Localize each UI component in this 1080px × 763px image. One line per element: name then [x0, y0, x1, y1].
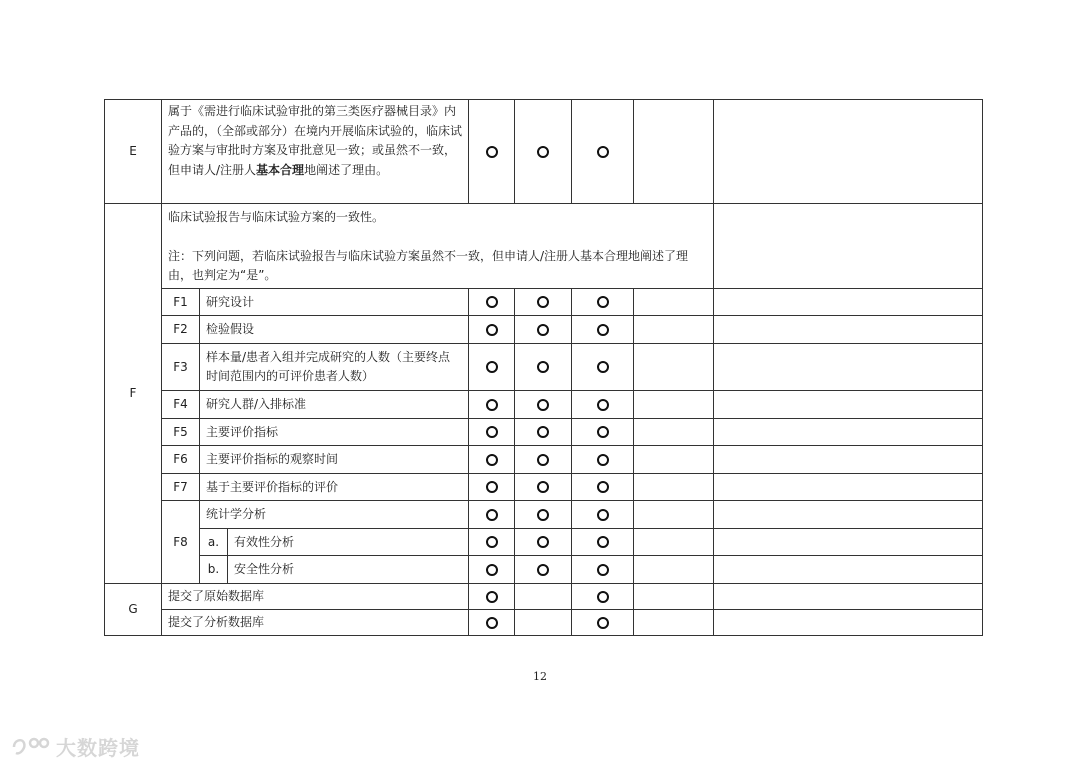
radio-circle-icon[interactable]	[597, 536, 609, 548]
item-label-text: 提交了原始数据库	[168, 589, 265, 603]
item-code-text: F4	[173, 397, 188, 411]
sub-label-text: 安全性分析	[234, 562, 295, 576]
radio-circle-icon[interactable]	[597, 454, 609, 466]
item-label	[200, 419, 469, 446]
item-code-text: F5	[173, 424, 188, 439]
blank-cell	[634, 556, 714, 584]
item-label	[200, 474, 469, 501]
item-code	[162, 501, 200, 584]
radio-circle-icon[interactable]	[597, 361, 609, 373]
mark-cell	[469, 556, 515, 584]
radio-circle-icon[interactable]	[486, 426, 498, 438]
row-label-text: G	[128, 602, 138, 616]
sub-label	[228, 556, 469, 584]
sub-letter	[200, 529, 228, 556]
blank-cell	[634, 610, 714, 635]
item-label	[200, 316, 469, 344]
sub-letter-text: a.	[207, 534, 220, 549]
row-label-e	[105, 100, 162, 204]
radio-circle-icon[interactable]	[537, 146, 549, 158]
mark-cell	[515, 474, 572, 501]
mark-cell	[572, 391, 634, 419]
mark-cell	[515, 100, 572, 204]
mark-cell	[515, 556, 572, 584]
desc-bold: 基本合理	[256, 162, 305, 177]
mark-cell	[515, 316, 572, 344]
row-label-g	[105, 584, 162, 635]
radio-circle-icon[interactable]	[597, 591, 609, 603]
radio-circle-icon[interactable]	[597, 146, 609, 158]
blank-cell	[634, 501, 714, 529]
item-label	[200, 344, 469, 391]
sub-letter	[200, 556, 228, 584]
radio-circle-icon[interactable]	[486, 296, 498, 308]
mark-cell	[572, 584, 634, 610]
radio-circle-icon[interactable]	[597, 399, 609, 411]
mark-cell	[469, 446, 515, 474]
radio-circle-icon[interactable]	[597, 324, 609, 336]
mark-cell	[469, 610, 515, 635]
row-label-text: F	[129, 386, 137, 400]
radio-circle-icon[interactable]	[597, 509, 609, 521]
row-e-description-text	[168, 102, 462, 180]
radio-circle-icon[interactable]	[537, 454, 549, 466]
f-intro-line: 临床试验报告与临床试验方案的一致性。	[168, 210, 385, 224]
remarks-cell	[714, 344, 982, 391]
item-label	[200, 391, 469, 419]
mark-cell	[572, 610, 634, 635]
radio-circle-icon[interactable]	[486, 361, 498, 373]
radio-circle-icon[interactable]	[597, 617, 609, 629]
item-code-text: F8	[173, 534, 188, 549]
remarks-cell	[714, 100, 982, 204]
watermark-text: 大数跨境	[56, 736, 140, 760]
blank-cell	[634, 344, 714, 391]
mark-cell	[469, 474, 515, 501]
item-label-text: 样本量/患者入组并完成研究的人数（主要终点时间范围内的可评价患者人数）	[206, 350, 451, 383]
radio-circle-icon[interactable]	[537, 509, 549, 521]
remarks-cell	[714, 289, 982, 316]
mark-cell	[469, 316, 515, 344]
item-code-text: F1	[173, 294, 188, 309]
remarks-cell	[714, 446, 982, 474]
blank-cell	[515, 610, 572, 635]
item-code	[162, 446, 200, 474]
item-label	[162, 610, 469, 635]
item-label	[200, 289, 469, 316]
mark-cell	[572, 556, 634, 584]
mark-cell	[469, 100, 515, 204]
radio-circle-icon[interactable]	[537, 536, 549, 548]
mark-cell	[572, 501, 634, 529]
radio-circle-icon[interactable]	[486, 617, 498, 629]
item-code	[162, 419, 200, 446]
mark-cell	[572, 529, 634, 556]
blank-cell	[634, 584, 714, 610]
sub-label	[228, 529, 469, 556]
mark-cell	[572, 289, 634, 316]
mark-cell	[572, 474, 634, 501]
row-label-text: E	[129, 144, 137, 158]
mark-cell	[515, 529, 572, 556]
radio-circle-icon[interactable]	[537, 324, 549, 336]
radio-circle-icon[interactable]	[597, 481, 609, 493]
mark-cell	[469, 419, 515, 446]
radio-circle-icon[interactable]	[486, 324, 498, 336]
mark-cell	[515, 391, 572, 419]
remarks-cell	[714, 610, 982, 635]
mark-cell	[515, 419, 572, 446]
mark-cell	[469, 289, 515, 316]
radio-circle-icon[interactable]	[486, 536, 498, 548]
item-code-text: F7	[173, 479, 188, 494]
item-code	[162, 391, 200, 419]
radio-circle-icon[interactable]	[597, 296, 609, 308]
desc-post: 地阐述了理由。	[304, 162, 389, 177]
blank-cell	[515, 584, 572, 610]
item-label-text: 检验假设	[206, 322, 255, 336]
remarks-cell	[714, 556, 982, 584]
radio-circle-icon[interactable]	[486, 399, 498, 411]
radio-circle-icon[interactable]	[537, 426, 549, 438]
remarks-cell	[714, 501, 982, 529]
mark-cell	[469, 529, 515, 556]
radio-circle-icon[interactable]	[597, 564, 609, 576]
item-code-text: F2	[173, 322, 188, 336]
mark-cell	[515, 501, 572, 529]
item-label	[162, 584, 469, 610]
radio-circle-icon[interactable]	[537, 564, 549, 576]
item-label-text: 统计学分析	[206, 507, 267, 521]
blank-cell	[634, 316, 714, 344]
item-label-text: 研究人群/入排标准	[206, 397, 307, 411]
item-code	[162, 344, 200, 391]
radio-circle-icon[interactable]	[537, 481, 549, 493]
remarks-cell	[714, 474, 982, 501]
mark-cell	[469, 344, 515, 391]
mark-cell	[515, 344, 572, 391]
mark-cell	[572, 344, 634, 391]
item-label-text: 提交了分析数据库	[168, 615, 265, 629]
mark-cell	[572, 316, 634, 344]
desc-pre: 属于《需进行临床试验审批的第三类医疗器械目录》内产品的，（全部或部分）在境内开展临床试验的，临床试验方案与审批时方案及审批意见一致；或虽然不一致，但申请人/注册人	[168, 104, 463, 177]
remarks-cell	[714, 529, 982, 556]
blank-cell	[634, 474, 714, 501]
blank-cell	[634, 446, 714, 474]
item-label	[200, 501, 469, 529]
watermark-logo-icon	[10, 735, 54, 759]
remarks-cell	[714, 419, 982, 446]
remarks-cell	[714, 391, 982, 419]
blank-cell	[634, 100, 714, 204]
item-label-text: 基于主要评价指标的评价	[206, 479, 339, 494]
remarks-cell	[714, 316, 982, 344]
item-code	[162, 316, 200, 344]
f-intro-note: 注：下列问题，若临床试验报告与临床试验方案虽然不一致，但申请人/注册人基本合理地阐述了理由，也判定为“是”。	[168, 249, 689, 282]
watermark	[10, 732, 140, 761]
page-number: 12	[533, 670, 547, 683]
radio-circle-icon[interactable]	[537, 296, 549, 308]
blank-cell	[634, 419, 714, 446]
mark-cell	[469, 584, 515, 610]
radio-circle-icon[interactable]	[537, 399, 549, 411]
blank-cell	[634, 289, 714, 316]
item-code-text: F3	[173, 359, 188, 374]
blank-cell	[634, 529, 714, 556]
item-label-text: 主要评价指标	[206, 424, 279, 439]
radio-circle-icon[interactable]	[486, 454, 498, 466]
item-code	[162, 474, 200, 501]
radio-circle-icon[interactable]	[537, 361, 549, 373]
radio-circle-icon[interactable]	[486, 509, 498, 521]
radio-circle-icon[interactable]	[597, 426, 609, 438]
item-code	[162, 289, 200, 316]
item-label	[200, 446, 469, 474]
radio-circle-icon[interactable]	[486, 146, 498, 158]
sub-label-text: 有效性分析	[234, 534, 295, 549]
item-code-text: F6	[173, 452, 188, 466]
mark-cell	[469, 391, 515, 419]
mark-cell	[572, 100, 634, 204]
row-e-description	[162, 100, 469, 204]
evaluation-table	[104, 99, 983, 636]
remarks-cell	[714, 204, 982, 289]
remarks-cell	[714, 584, 982, 610]
mark-cell	[469, 501, 515, 529]
row-label-f	[105, 204, 162, 584]
mark-cell	[515, 446, 572, 474]
mark-cell	[572, 419, 634, 446]
mark-cell	[572, 446, 634, 474]
item-label-text: 研究设计	[206, 294, 255, 309]
f-intro	[162, 204, 714, 289]
radio-circle-icon[interactable]	[486, 591, 498, 603]
sub-letter-text: b.	[207, 562, 220, 576]
radio-circle-icon[interactable]	[486, 564, 498, 576]
item-label-text: 主要评价指标的观察时间	[206, 452, 339, 466]
radio-circle-icon[interactable]	[486, 481, 498, 493]
blank-cell	[634, 391, 714, 419]
mark-cell	[515, 289, 572, 316]
